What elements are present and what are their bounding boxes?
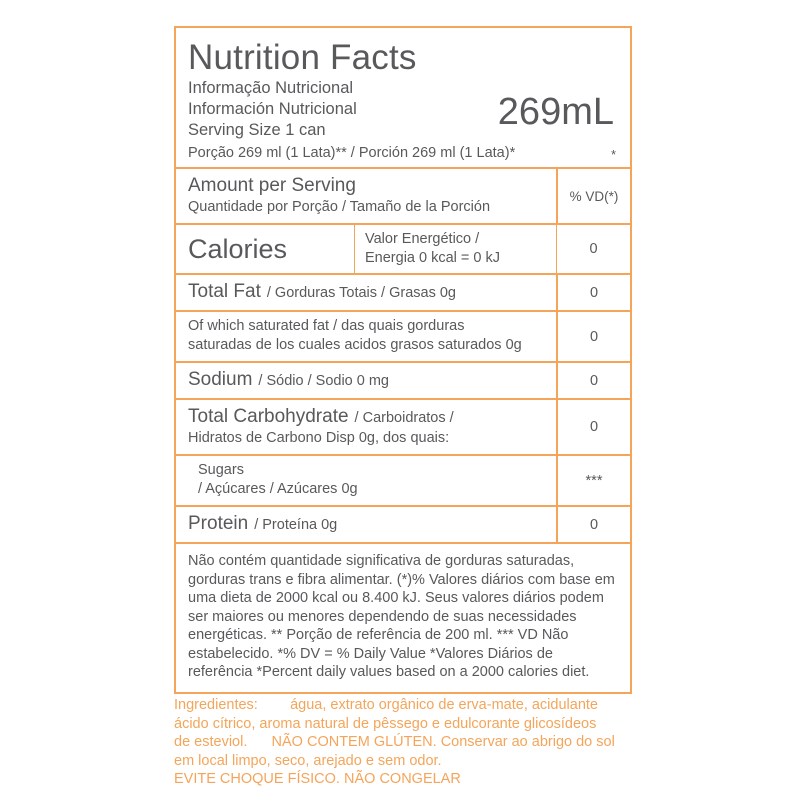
sugars-vd-value: ***	[585, 472, 603, 489]
subtitle-pt: Informação Nutricional	[188, 79, 354, 97]
ingredients-line-5: EVITE CHOQUE FÍSICO. NÃO CONGELAR	[174, 771, 461, 787]
sodium-cell	[176, 363, 556, 398]
sugars-vd	[556, 456, 630, 505]
total-carbohydrate-label-en: Total Carbohydrate	[188, 406, 349, 427]
sugars-cell	[176, 456, 556, 505]
total-fat-row	[176, 275, 630, 312]
footnote-text: Não contém quantidade significativa de gorduras saturadas, gorduras trans e fibra alimentar. (*)% Valores diários com base em uma dieta de 2000 kcal ou 8.400 kJ. Seus valores diários podem ser maiores ou menores dependendo de suas necessidades energéticas. ** Porção de referência de 200 ml. *** VD Não estabelecido. *% DV = % Daily Value *Valores Diários de referência *Percent daily values based on a 2000 calories diet.	[188, 553, 615, 680]
total-carbohydrate-line2: Hidratos de Carbono Disp 0g, dos quais:	[188, 430, 450, 446]
energy-value: Energia 0 kcal = 0 kJ	[365, 250, 501, 266]
page-title: Nutrition Facts	[188, 38, 417, 77]
energy-label: Valor Energético /	[365, 231, 480, 247]
sugars-label-en: Sugars	[198, 462, 244, 478]
total-carbohydrate-vd-value: 0	[589, 419, 599, 435]
sodium-vd-value: 0	[589, 372, 599, 389]
saturated-fat-row	[176, 312, 630, 363]
subtitle-es: Información Nutricional	[188, 100, 357, 118]
portion-text: Porção 269 ml (1 Lata)** / Porción 269 ml (1 Lata)*	[188, 145, 516, 161]
saturated-fat-cell	[176, 312, 556, 361]
vd-column-header	[556, 169, 630, 223]
total-carbohydrate-label-trans: / Carboidratos /	[354, 410, 454, 426]
total-fat-vd	[556, 275, 630, 310]
amount-per-serving-en: Amount per Serving	[188, 175, 356, 196]
calories-label-wrap	[176, 230, 354, 268]
sodium-row	[176, 363, 630, 400]
ingredients-line-4: em local limpo, seco, arejado e sem odor.	[174, 752, 442, 769]
amount-per-serving-cell	[176, 169, 556, 223]
total-fat-cell	[176, 275, 556, 310]
ingredients-line-1: Ingredientes: água, extrato orgânico de erva-mate, acidulante	[174, 697, 598, 713]
protein-cell	[176, 507, 556, 542]
total-fat-vd-value: 0	[589, 284, 599, 301]
saturated-fat-vd	[556, 312, 630, 361]
sodium-vd	[556, 363, 630, 398]
footnote-row	[176, 544, 630, 694]
total-carbohydrate-vd	[556, 400, 630, 454]
ingredients-line-2: ácido cítrico, aroma natural de pêssego e edulcorante glicosídeos	[174, 715, 597, 732]
calories-vd-value: 0	[589, 241, 598, 257]
ingredients-line-3: de esteviol. NÃO CONTEM GLÚTEN. Conservar ao abrigo do sol	[174, 734, 615, 750]
protein-label-trans: / Proteína 0g	[254, 517, 338, 533]
sodium-label-en: Sodium	[188, 369, 253, 390]
total-carbohydrate-cell	[176, 400, 556, 454]
total-carbohydrate-row	[176, 400, 630, 456]
sugars-label-trans: / Açúcares / Azúcares 0g	[198, 481, 358, 497]
vd-header-label: % VD(*)	[569, 188, 619, 204]
ingredients-block	[174, 696, 644, 789]
protein-label-en: Protein	[188, 513, 249, 534]
calories-vd	[556, 225, 630, 273]
saturated-fat-line1: Of which saturated fat / das quais gorduras	[188, 318, 465, 334]
net-volume: 269mL	[497, 91, 614, 133]
nutrition-header	[176, 28, 630, 169]
nutrition-facts-panel	[174, 26, 632, 694]
protein-row	[176, 507, 630, 544]
energy-values	[354, 225, 556, 273]
serving-size: Serving Size 1 can	[188, 121, 326, 139]
asterisk-note: *	[610, 147, 616, 162]
protein-vd	[556, 507, 630, 542]
amount-per-serving-pt-es: Quantidade por Porção / Tamaño de la Porción	[188, 199, 491, 215]
total-fat-label-en: Total Fat	[188, 281, 261, 302]
protein-vd-value: 0	[589, 516, 599, 533]
calories-label: Calories	[188, 234, 288, 264]
saturated-fat-vd-value: 0	[589, 328, 599, 345]
sodium-label-trans: / Sódio / Sodio 0 mg	[258, 373, 389, 389]
amount-per-serving-row	[176, 169, 630, 225]
saturated-fat-line2: saturadas de los cuales acidos grasos saturados 0g	[188, 337, 522, 353]
calories-cell	[176, 225, 556, 273]
calories-row	[176, 225, 630, 275]
total-fat-label-trans: / Gorduras Totais / Grasas 0g	[266, 285, 456, 301]
sugars-row	[176, 456, 630, 507]
